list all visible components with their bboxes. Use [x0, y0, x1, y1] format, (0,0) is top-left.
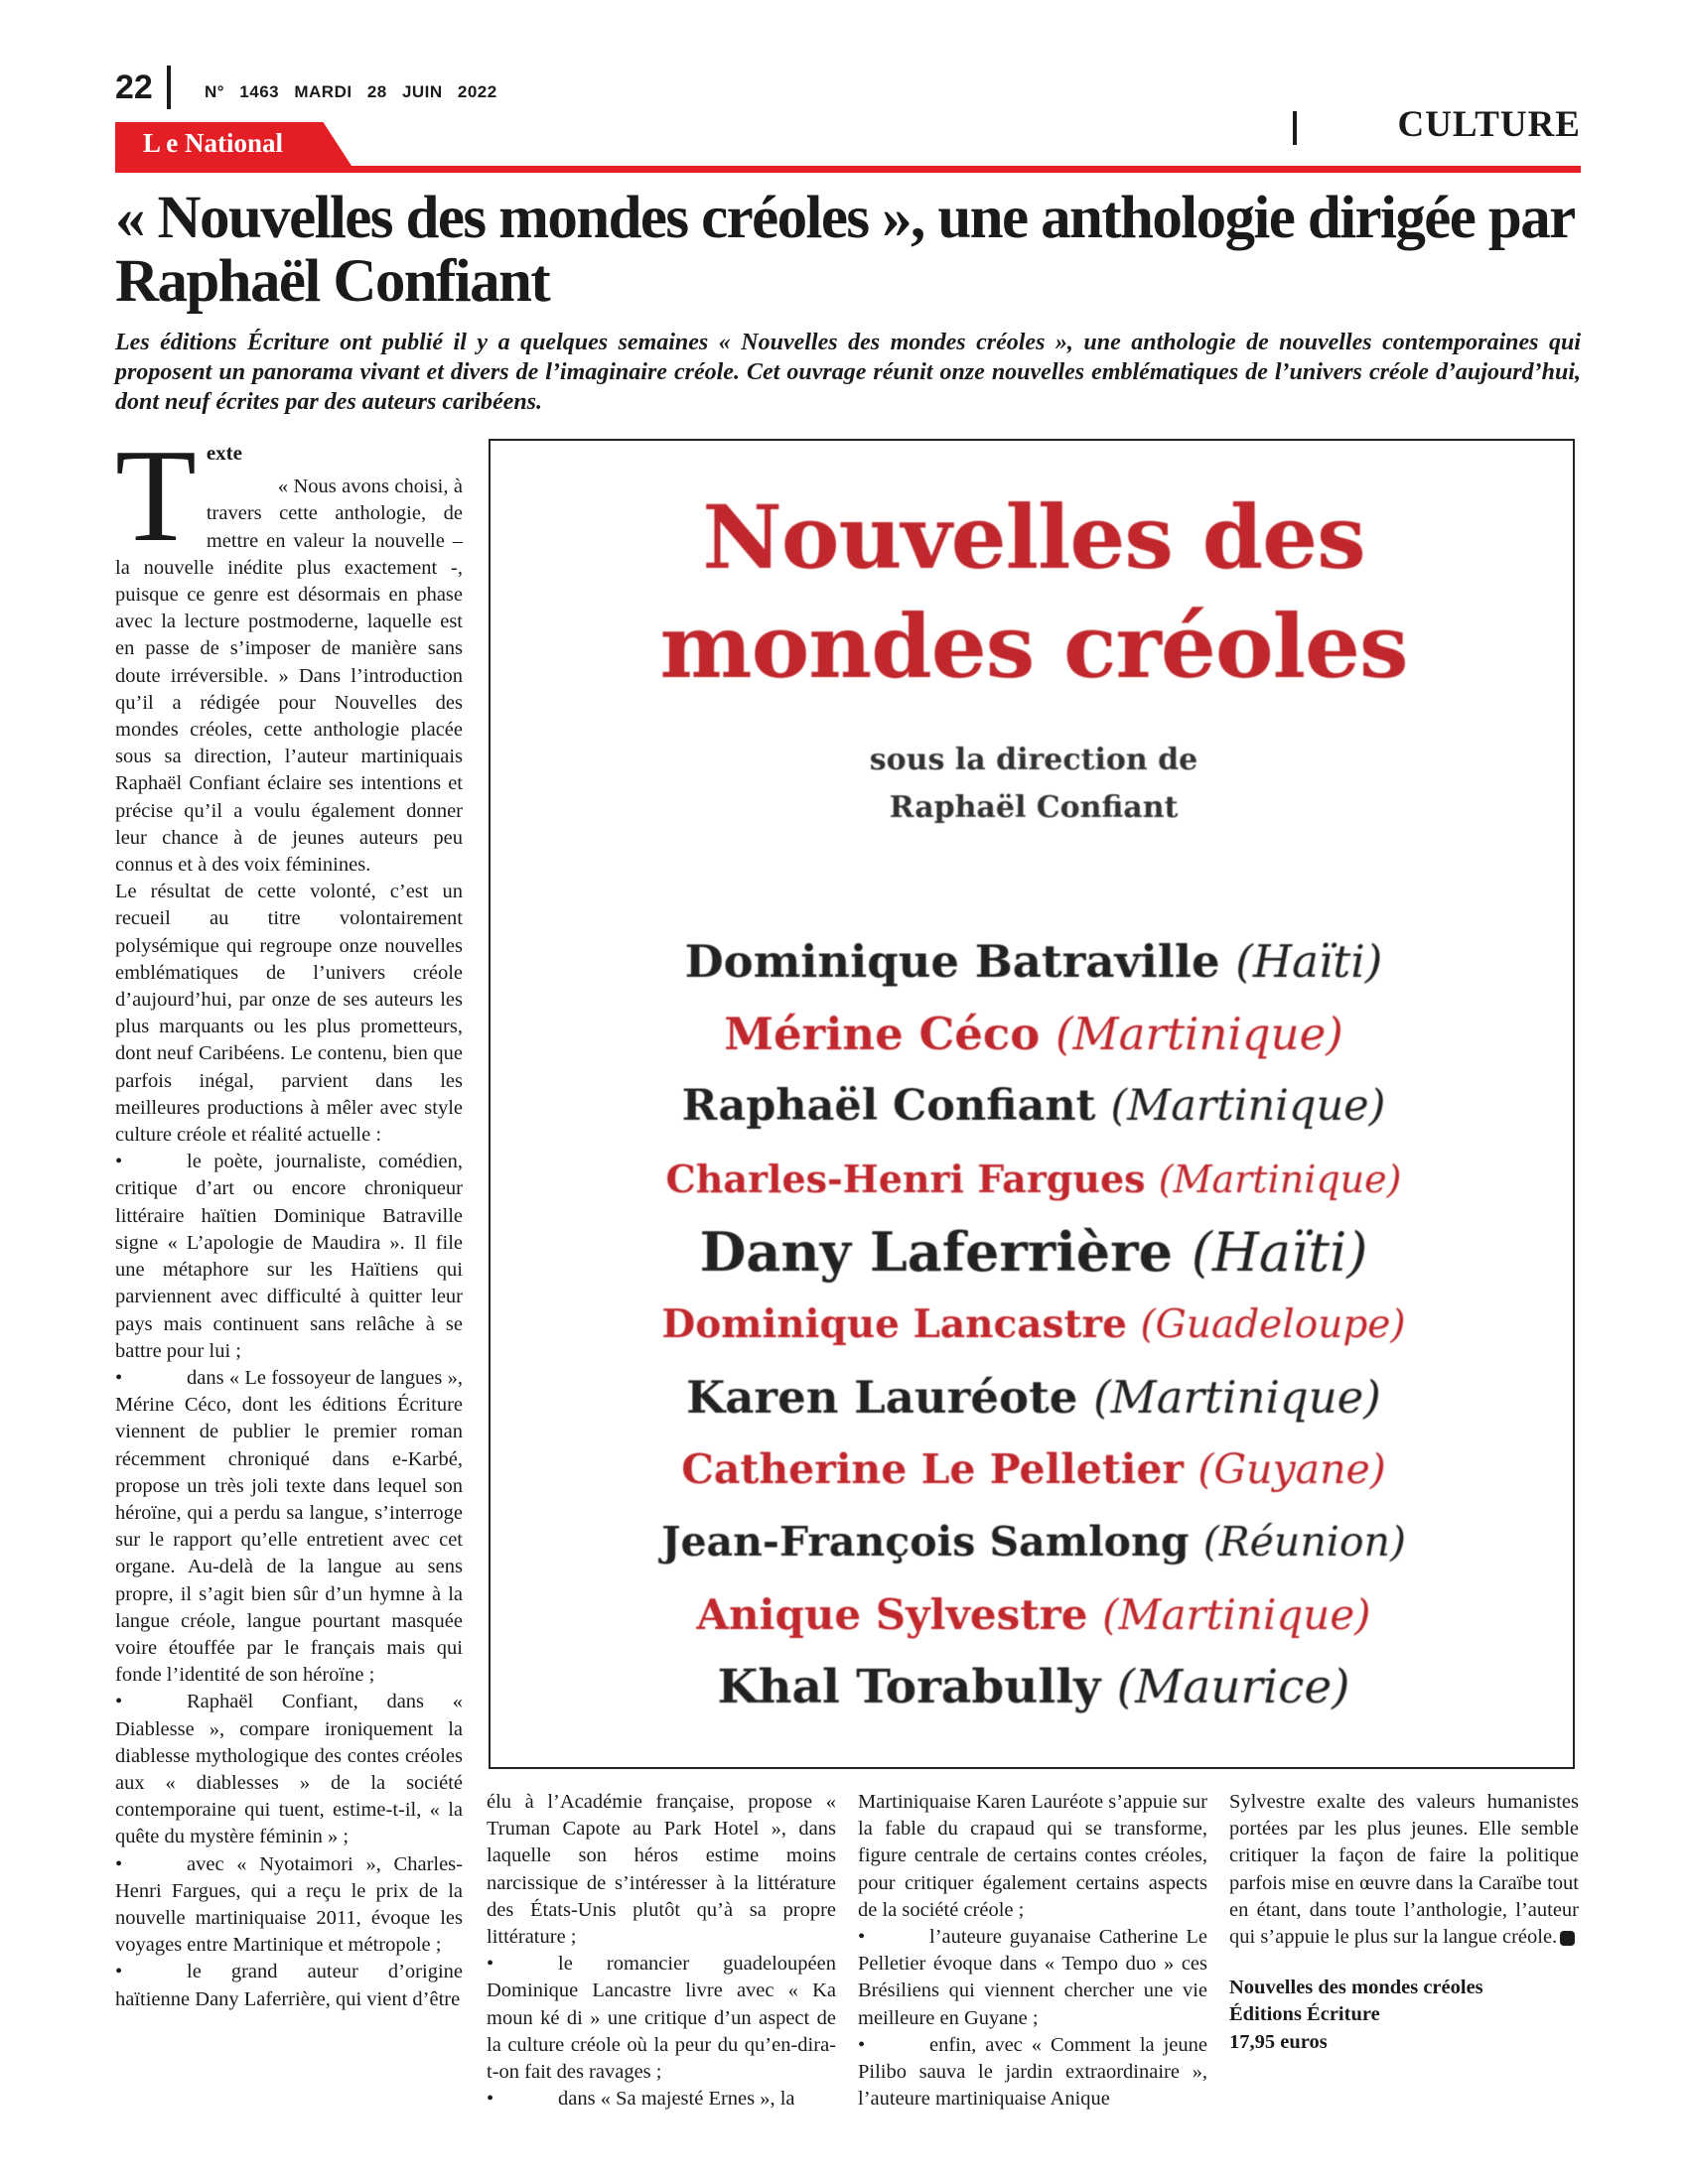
cover-author: Catherine Le Pelletier (Guyane): [681, 1445, 1386, 1493]
list-item: [115, 1149, 463, 1365]
bullet: •: [115, 1366, 123, 1389]
bullet: •: [858, 2033, 866, 2056]
rubric-separator: [1293, 111, 1297, 145]
cover-editor: Raphaël Confiant: [889, 790, 1179, 825]
list-item: [487, 1951, 836, 2086]
bullet: •: [115, 1691, 123, 1713]
bullet: •: [115, 1961, 123, 1983]
list-item-text: avec « Nyotaimori », Charles-Henri Fargues, qui a reçu le prix de la nouvelle martiniquaise 2011, évoque les voyages entre Martinique et métropole ;: [115, 1852, 463, 1957]
page-number: 22: [115, 68, 153, 106]
article-lede: Les éditions Écriture ont publié il y a quelques semaines « Nouvelles des mondes créoles », une anthologie de nouvelles contemporaines qui proposent un panorama vivant et divers de l’imaginaire créole. Cet ouvrage réunit onze nouvelles emblématiques de l’univers créole d’aujourd’hui, dont neuf écrites par des auteurs caribéens.: [115, 330, 1581, 415]
credit-title: Nouvelles des mondes créoles: [1229, 1977, 1483, 1999]
paragraph: « Nous avons choisi, à travers cette anthologie, de mettre en valeur la nouvelle – la nouvelle inédite plus exactement -, puisque ce genre est désormais en phase avec la lecture postmoderne, laquelle est en passe de s’imposer de manière sans doute irréversible. » Dans l’introduction qu’il a rédigée pour Nouvelles des mondes créoles, cette anthologie placée sous sa direction, l’auteur martiniquais Raphaël Confiant éclaire ses intentions et précise qu’il a voulu également donner leur chance à de jeunes auteurs peu connus et à des voix féminines.: [115, 476, 463, 877]
list-item-text: dans « Le fossoyeur de langues », Mérine Céco, dont les éditions Écriture viennent de publier le premier roman récemment chroniqué dans e-Karbé, propose un très joli texte dans lequel son héroïne, qui a perdu sa langue, s’interroge sur le rapport qu’elle entretient avec cet organe. Au-delà de la langue au sens propre, il s’agit bien sûr d’un hymne à la langue créole, langue pourtant masquée voire étouffée par le français mais qui fonde l’identité de son héroïne ;: [115, 1366, 463, 1687]
cover-author: Khal Torabully (Maurice): [717, 1660, 1350, 1714]
cover-author: Jean-François Samlong (Réunion): [661, 1518, 1406, 1566]
cover-subtitle: [491, 737, 1577, 832]
article-column-3: [858, 1789, 1207, 2113]
cover-author: Raphaël Confiant (Martinique): [681, 1081, 1386, 1131]
list-item: [858, 2032, 1207, 2114]
rubric-label: CULTURE: [1397, 104, 1581, 145]
list-item-text: enfin, avec « Comment la jeune Pilibo sauva le jardin extraordinaire », l’auteure martiniquaise Anique: [858, 2033, 1207, 2111]
credit-publisher: Éditions Écriture: [1229, 2003, 1380, 2026]
bullet: •: [858, 1926, 866, 1949]
end-of-article-icon: [1560, 1931, 1575, 1946]
paragraph-text: Sylvestre exalte des valeurs humanistes portées par les plus jeunes. Elle semble critiquer la façon de faire la politique parfois mise en œuvre dans la Caraïbe tout en étant, dans toute l’anthologie, l’auteur qui s’appuie le plus sur la langue créole.: [1229, 1791, 1579, 1949]
cover-author: Mérine Céco (Martinique): [724, 1008, 1343, 1060]
bullet: •: [487, 2088, 494, 2111]
book-cover: [489, 439, 1575, 1769]
cover-subtitle-line: sous la direction de: [869, 743, 1198, 777]
drop-cap: T: [115, 422, 197, 569]
bullet: •: [487, 1953, 494, 1976]
cover-author: Charles-Henri Fargues (Martinique): [665, 1157, 1402, 1201]
paragraph: [1229, 1789, 1579, 1951]
issue-number: N° 1463: [205, 82, 280, 101]
list-item: [115, 1851, 463, 1960]
cover-author: Karen Lauréote (Martinique): [686, 1371, 1381, 1424]
cover-author-list: [491, 925, 1577, 1723]
cover-author: Anique Sylvestre (Martinique): [696, 1590, 1371, 1639]
cover-author: Dominique Batraville (Haïti): [684, 935, 1383, 988]
list-item: [858, 1924, 1207, 2032]
list-item-text: dans « Sa majesté Ernes », la: [558, 2088, 795, 2111]
drop-cap-rest: exte: [206, 441, 242, 465]
list-item: [487, 2086, 836, 2113]
list-item: [115, 1365, 463, 1689]
paragraph: élu à l’Académie française, propose « Truman Capote au Park Hotel », dans laquelle son héros estime moins narcissique de s’intéresser à la littérature des États-Unis plutôt qu’à sa propre littérature ;: [487, 1791, 836, 1949]
list-item-text: le poète, journaliste, comédien, critique d’art ou encore chroniqueur littéraire haïtien Dominique Batraville signe « L’apologie de Maudira ». Il file une métaphore sur les Haïtiens qui parviennent avec difficulté à quitter leur pays mais continuent sans relâche à se battre pour lui ;: [115, 1151, 463, 1362]
cover-title: [491, 482, 1577, 701]
article-column-1: [115, 422, 463, 2013]
list-item-text: le romancier guadeloupéen Dominique Lancastre livre avec « Ka moun ké di » une critique d’un aspect de la culture créole où la peur du qu’en-dira-t-on fait des ravages ;: [487, 1953, 836, 2084]
article-column-4: [1229, 1789, 1579, 2056]
article-column-2: [487, 1789, 836, 2113]
issue-line: [205, 82, 497, 102]
list-item-text: le grand auteur d’origine haïtienne Dany Laferrière, qui vient d’être: [115, 1961, 463, 2010]
header-separator: [167, 66, 171, 109]
list-item-text: l’auteure guyanaise Catherine Le Pelletier évoque dans « Tempo duo » ces Brésiliens qui viennent chercher une vie meilleure en Guyane ;: [858, 1926, 1207, 2029]
issue-date: 28 JUIN 2022: [366, 82, 497, 101]
paragraph: Martiniquaise Karen Lauréote s’appuie sur la fable du crapaud qui se transforme, figure centrale de certains contes créoles, pour critiquer également certains aspects de la société créole ;: [858, 1791, 1207, 1921]
book-credit: [1229, 1975, 1579, 2056]
paragraph: Le résultat de cette volonté, c’est un recueil au titre volontairement polysémique qui regroupe onze nouvelles emblématiques de l’univers créole d’aujourd’hui, par onze de ses auteurs les plus marquants ou les plus prometteurs, dont neuf Caribéens. Le contenu, bien que parfois inégal, parvient dans les meilleures productions à mêler avec style culture créole et réalité actuelle :: [115, 881, 463, 1147]
cover-author: Dominique Lancastre (Guadeloupe): [661, 1301, 1406, 1347]
cover-title-line: mondes créoles: [659, 595, 1408, 698]
bullet: •: [115, 1151, 123, 1173]
article-title: « Nouvelles des mondes créoles », une anthologie dirigée par Raphaël Confiant: [115, 185, 1574, 315]
list-item: [115, 1959, 463, 2012]
list-item: [115, 1689, 463, 1850]
list-item-text: Raphaël Confiant, dans « Diablesse », compare ironiquement la diablesse mythologique des contes créoles aux « diablesses » de la société contemporaine qui tuent, estime-t-il, « la quête du mystère féminin » ;: [115, 1691, 463, 1848]
credit-price: 17,95 euros: [1229, 2030, 1328, 2053]
cover-title-line: Nouvelles des: [702, 485, 1365, 589]
issue-weekday: MARDI: [294, 82, 352, 101]
cover-author: Dany Laferrière (Haïti): [699, 1220, 1368, 1284]
header-rule: [115, 166, 1581, 173]
brand-name: L e National: [143, 128, 284, 158]
bullet: •: [115, 1852, 123, 1875]
